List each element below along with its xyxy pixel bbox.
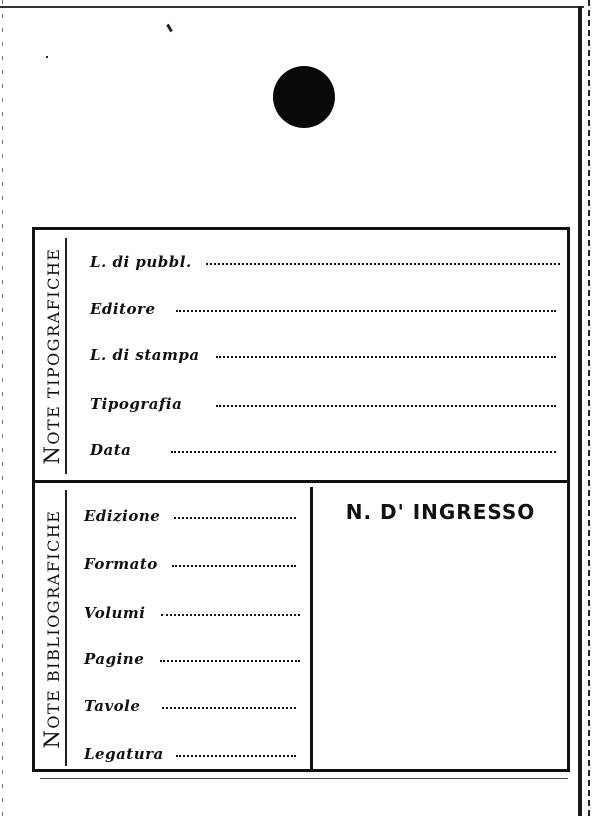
field-editore[interactable] — [90, 300, 556, 318]
fill-line[interactable] — [216, 356, 556, 358]
punch-hole — [273, 66, 335, 128]
field-label: L. di stampa — [90, 346, 200, 364]
fill-line[interactable] — [176, 755, 296, 757]
column-divider — [310, 487, 313, 769]
field-luogo-stampa[interactable] — [90, 346, 556, 364]
field-legatura[interactable] — [84, 745, 296, 763]
field-label: Data — [90, 441, 132, 459]
field-label: Edizione — [84, 507, 161, 525]
card-bottom-rule — [40, 778, 568, 779]
scan-edge-top — [0, 6, 584, 8]
field-tavole[interactable] — [84, 697, 296, 715]
sidebar-rule-bottom — [65, 490, 67, 766]
field-edizione[interactable] — [84, 507, 296, 525]
field-luogo-pubblicazione[interactable] — [90, 253, 560, 271]
section-title-bibliographic: NOTE BIBLIOGRAFICHE — [40, 509, 64, 749]
field-label: Tavole — [84, 697, 141, 715]
fill-line[interactable] — [160, 660, 300, 662]
field-data[interactable] — [90, 441, 556, 459]
fill-line[interactable] — [176, 310, 557, 312]
field-label: Tipografia — [90, 395, 183, 413]
fill-line[interactable] — [161, 614, 300, 616]
fill-line[interactable] — [172, 565, 296, 567]
scan-edge-right-dashed — [588, 0, 590, 816]
field-label: Editore — [90, 300, 156, 318]
field-label: Volumi — [84, 604, 146, 622]
scan-edge-right — [578, 6, 582, 816]
fill-line[interactable] — [216, 405, 556, 407]
field-formato[interactable] — [84, 555, 296, 573]
sidebar-rule-top — [65, 238, 67, 474]
fill-line[interactable] — [206, 263, 560, 265]
field-volumi[interactable] — [84, 604, 300, 622]
field-label: Legatura — [84, 745, 164, 763]
scan-speck — [46, 56, 48, 58]
accession-number-label: N. D' INGRESSO — [345, 500, 536, 524]
scan-speck — [166, 24, 173, 32]
field-pagine[interactable] — [84, 650, 300, 668]
field-label: Pagine — [84, 650, 145, 668]
field-label: Formato — [84, 555, 158, 573]
fill-line[interactable] — [171, 451, 556, 453]
section-divider — [32, 480, 570, 483]
scan-edge-left — [2, 0, 3, 816]
field-label: L. di pubbl. — [90, 253, 192, 271]
field-tipografia[interactable] — [90, 395, 556, 413]
section-title-typographic: NOTE TIPOGRAFICHE — [40, 247, 64, 465]
fill-line[interactable] — [174, 517, 296, 519]
fill-line[interactable] — [162, 707, 296, 709]
accession-number-area[interactable] — [316, 532, 564, 764]
